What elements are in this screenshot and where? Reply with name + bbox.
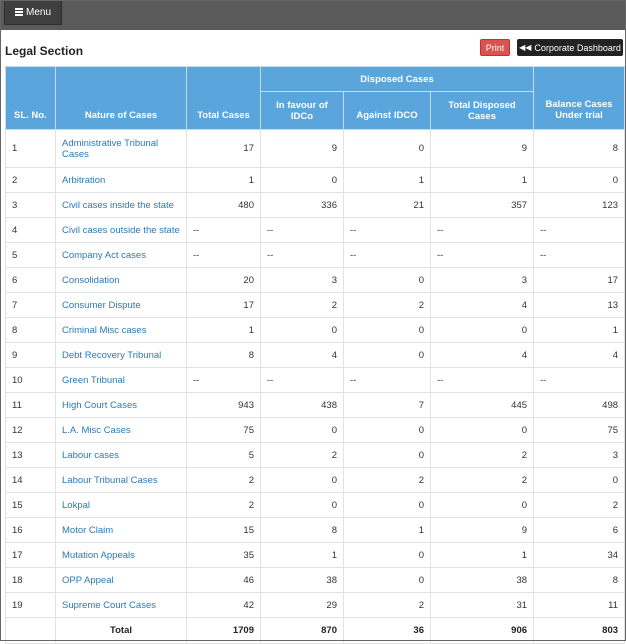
table-row [6,543,625,568]
cell-against: 0 [344,568,431,593]
cell-sl-no: 14 [6,468,56,493]
cell-sl-no: 17 [6,543,56,568]
cell-against: 2 [344,593,431,618]
total-against-sum: 36 [344,618,431,644]
menu-button[interactable] [4,0,62,25]
cell-nature-of-case[interactable]: Criminal Misc cases [56,318,187,343]
cell-balance: 0 [534,168,625,193]
table-row [6,518,625,543]
cell-total-disposed: 357 [431,193,534,218]
table-row [6,293,625,318]
total-cases-sum: 1709 [187,618,261,644]
cell-nature-of-case[interactable]: Consumer Dispute [56,293,187,318]
cell-balance: -- [534,218,625,243]
cell-total-cases: 480 [187,193,261,218]
header-balance-cases: Balance Cases Under trial [534,67,625,130]
cell-balance: 8 [534,130,625,168]
table-row [6,468,625,493]
cell-total-disposed: 2 [431,443,534,468]
corporate-dashboard-label: Corporate Dashboard [534,42,621,53]
cell-in-favour: 2 [261,293,344,318]
cell-total-disposed: -- [431,243,534,268]
cell-in-favour: 1 [261,543,344,568]
cell-total-cases: 2 [187,468,261,493]
cell-against: 7 [344,393,431,418]
cell-total-disposed: 0 [431,418,534,443]
cell-balance: -- [534,368,625,393]
cell-in-favour: 9 [261,130,344,168]
cell-nature-of-case[interactable]: Consolidation [56,268,187,293]
legal-cases-table [5,66,625,644]
table-row [6,218,625,243]
cell-total-cases: 8 [187,343,261,368]
cell-in-favour: 3 [261,268,344,293]
backward-icon: ◀◀ [519,43,532,52]
table-row [6,168,625,193]
cell-balance: 4 [534,343,625,368]
cell-sl-no: 19 [6,593,56,618]
total-row [6,618,625,644]
cell-sl-no: 7 [6,293,56,318]
total-cell-empty [6,618,56,644]
cell-in-favour: -- [261,218,344,243]
cell-in-favour: -- [261,368,344,393]
cell-against: 21 [344,193,431,218]
cell-nature-of-case[interactable]: Administrative Tribunal Cases [56,130,187,168]
cell-total-disposed: 1 [431,168,534,193]
cell-in-favour: 29 [261,593,344,618]
cell-in-favour: 38 [261,568,344,593]
cell-nature-of-case[interactable]: High Court Cases [56,393,187,418]
cell-nature-of-case[interactable]: Green Tribunal [56,368,187,393]
total-label: Total [56,618,187,644]
cell-sl-no: 11 [6,393,56,418]
page-title: Legal Section [5,44,84,58]
cell-total-disposed: 38 [431,568,534,593]
cell-nature-of-case[interactable]: Labour cases [56,443,187,468]
cell-total-disposed: -- [431,368,534,393]
cell-balance: 11 [534,593,625,618]
header-disposed-cases: Disposed Cases [261,67,534,92]
corporate-dashboard-button[interactable] [517,39,623,56]
cell-sl-no: 5 [6,243,56,268]
cell-sl-no: 10 [6,368,56,393]
cell-in-favour: 8 [261,518,344,543]
table-row [6,493,625,518]
cell-in-favour: 0 [261,168,344,193]
cell-total-cases: -- [187,368,261,393]
cell-total-disposed: 0 [431,318,534,343]
cell-total-disposed: 0 [431,493,534,518]
cell-balance: 498 [534,393,625,418]
cell-nature-of-case[interactable]: Motor Claim [56,518,187,543]
cell-total-disposed: 31 [431,593,534,618]
cell-total-cases: 5 [187,443,261,468]
cell-total-cases: -- [187,243,261,268]
menu-icon [15,7,23,18]
header-total-cases: Total Cases [187,67,261,130]
cell-balance: 0 [534,468,625,493]
cell-nature-of-case[interactable]: Labour Tribunal Cases [56,468,187,493]
cell-total-cases: 1 [187,168,261,193]
cell-total-disposed: 4 [431,293,534,318]
table-row [6,193,625,218]
table-row [6,593,625,618]
cell-total-cases: 42 [187,593,261,618]
cell-against: -- [344,243,431,268]
cell-against: 1 [344,518,431,543]
cell-against: 0 [344,418,431,443]
cell-balance: -- [534,243,625,268]
cell-total-cases: 943 [187,393,261,418]
cell-against: 0 [344,493,431,518]
cell-sl-no: 6 [6,268,56,293]
table-row [6,268,625,293]
cell-against: -- [344,218,431,243]
cell-balance: 1 [534,318,625,343]
cell-against: 2 [344,468,431,493]
cell-in-favour: 0 [261,318,344,343]
cell-total-cases: 20 [187,268,261,293]
cell-total-cases: 17 [187,130,261,168]
cell-sl-no: 15 [6,493,56,518]
cell-total-disposed: 2 [431,468,534,493]
table-row [6,443,625,468]
cell-in-favour: 0 [261,493,344,518]
cell-in-favour: 438 [261,393,344,418]
top-bar [0,0,626,30]
cell-total-cases: 1 [187,318,261,343]
header-sl-no: SL. No. [6,67,56,130]
cell-against: 0 [344,443,431,468]
cell-sl-no: 18 [6,568,56,593]
cell-sl-no: 2 [6,168,56,193]
print-button[interactable]: Print [480,39,510,56]
cell-sl-no: 3 [6,193,56,218]
cell-balance: 2 [534,493,625,518]
cell-sl-no: 13 [6,443,56,468]
table-row [6,243,625,268]
cell-balance: 123 [534,193,625,218]
cell-balance: 3 [534,443,625,468]
cell-nature-of-case[interactable]: L.A. Misc Cases [56,418,187,443]
cell-balance: 13 [534,293,625,318]
cell-in-favour: -- [261,243,344,268]
cell-total-disposed: 445 [431,393,534,418]
table-row [6,368,625,393]
header-total-disposed: Total Disposed Cases [431,92,534,130]
total-balance-sum: 803 [534,618,625,644]
cell-balance: 8 [534,568,625,593]
cell-sl-no: 4 [6,218,56,243]
cell-nature-of-case[interactable]: Mutation Appeals [56,543,187,568]
table-row [6,568,625,593]
table-body [6,130,625,618]
cell-sl-no: 8 [6,318,56,343]
cell-total-disposed: -- [431,218,534,243]
cell-nature-of-case[interactable]: Lokpal [56,493,187,518]
cell-nature-of-case[interactable]: Debt Recovery Tribunal [56,343,187,368]
cell-against: 1 [344,168,431,193]
cell-against: -- [344,368,431,393]
cell-against: 0 [344,543,431,568]
cell-sl-no: 1 [6,130,56,168]
cell-total-cases: 46 [187,568,261,593]
cell-nature-of-case[interactable]: Civil cases outside the state [56,218,187,243]
cell-balance: 17 [534,268,625,293]
cell-total-cases: 15 [187,518,261,543]
table-row [6,393,625,418]
cell-sl-no: 16 [6,518,56,543]
total-disposed-sum: 906 [431,618,534,644]
cell-balance: 6 [534,518,625,543]
cell-in-favour: 4 [261,343,344,368]
cell-balance: 34 [534,543,625,568]
cell-against: 0 [344,318,431,343]
cell-nature-of-case[interactable]: OPP Appeal [56,568,187,593]
cell-total-disposed: 4 [431,343,534,368]
cell-against: 0 [344,268,431,293]
cell-total-cases: 75 [187,418,261,443]
cell-sl-no: 9 [6,343,56,368]
table-row [6,418,625,443]
cell-against: 0 [344,130,431,168]
menu-label: Menu [26,6,52,18]
table-row [6,130,625,168]
cell-total-disposed: 3 [431,268,534,293]
cell-sl-no: 12 [6,418,56,443]
cell-in-favour: 336 [261,193,344,218]
cell-against: 2 [344,293,431,318]
cell-nature-of-case[interactable]: Arbitration [56,168,187,193]
cell-in-favour: 0 [261,468,344,493]
header-in-favour: In favour of IDCo [261,92,344,130]
cell-in-favour: 0 [261,418,344,443]
cell-balance: 75 [534,418,625,443]
cell-total-cases: 2 [187,493,261,518]
cell-against: 0 [344,343,431,368]
cell-total-disposed: 9 [431,518,534,543]
header-nature-of-cases: Nature of Cases [56,67,187,130]
table-row [6,318,625,343]
total-favour-sum: 870 [261,618,344,644]
cell-total-cases: 35 [187,543,261,568]
page-header [0,30,626,66]
cell-total-disposed: 9 [431,130,534,168]
cell-nature-of-case[interactable]: Civil cases inside the state [56,193,187,218]
cell-total-disposed: 1 [431,543,534,568]
cell-nature-of-case[interactable]: Company Act cases [56,243,187,268]
cell-total-cases: 17 [187,293,261,318]
cell-total-cases: -- [187,218,261,243]
table-row [6,343,625,368]
cell-in-favour: 2 [261,443,344,468]
cell-nature-of-case[interactable]: Supreme Court Cases [56,593,187,618]
header-against: Against IDCO [344,92,431,130]
